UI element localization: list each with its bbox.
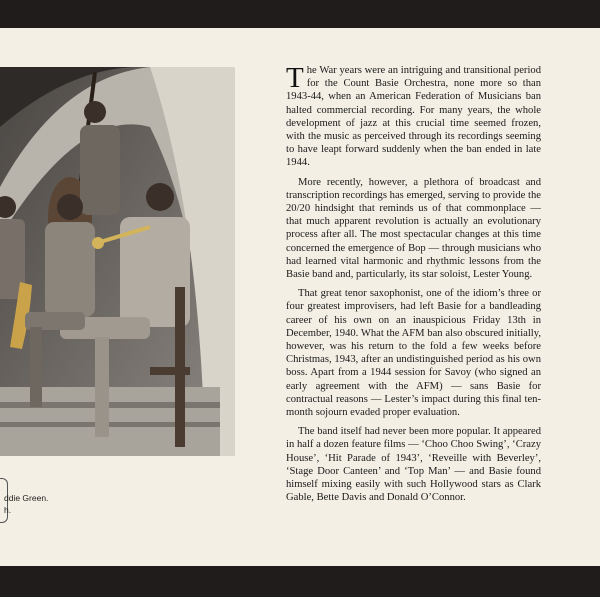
liner-notes-article [286,64,541,511]
paragraph-3: That great tenor saxophonist, one of the idiom’s three or four greatest improvisers, had left Basie for a bandleading career of his own on an inauspicious Friday 13th in December, 1940. What the AFM ban also obscured initially, however, was his return to the fold a few weeks before Christmas, 1943, after an undistinguished period as his own boss. Apart from a 1944 session for Savoy (who signed an early agreement with the AFM) — sans Basie for contractual reasons — Lester’s impact during this final ten-month sojourn evaded proper evaluation. [286,288,541,419]
drop-cap: T [286,62,304,94]
paragraph-4: The band itself had never been more popular. It appeared in half a dozen feature films — ‘Choo Choo Swing’, ‘Crazy House’, ‘Hit Parade of 1943’, ‘Reveille with Beverley’, ‘Stage Door Canteen’ and ‘Top Man’ — and Basie found himself mixing easily with such Hollywood stars as Clark Gable, Bette Davis and Donald O’Connor. [286,426,541,504]
caption-line-2: h. [4,505,12,515]
paragraph-1-text: he War years were an intriguing and transitional period for the Count Basie Orchestra, none more so than 1943-44, when an American Federation of Musicians ban halted commercial recording. For many years, the whole development of jazz at this crucial time seemed frozen, with the music as perceived through its recordings seeming to have leapt forward suddenly when the ban ended in late 1944. [286,65,541,169]
photo-caption [4,492,94,516]
top-dark-band [0,0,600,28]
paragraph-1 [286,64,541,170]
band-photo [0,67,235,456]
bottom-dark-band [0,566,600,597]
paragraph-2: More recently, however, a plethora of broadcast and transcription recordings has emerged, serving to provide the 20/20 hindsight that reminds us of that commonplace — that much apparent revolution is actually an evolutionary process after all. The most spectacular changes at this time concerned the emergence of Bop — through musicians who had learned vital harmonic and rhythmic lessons from the Basie band and, particularly, its star soloist, Lester Young. [286,176,541,281]
band-photo-illustration [0,67,235,456]
caption-line-1: ddie Green. [4,493,49,503]
